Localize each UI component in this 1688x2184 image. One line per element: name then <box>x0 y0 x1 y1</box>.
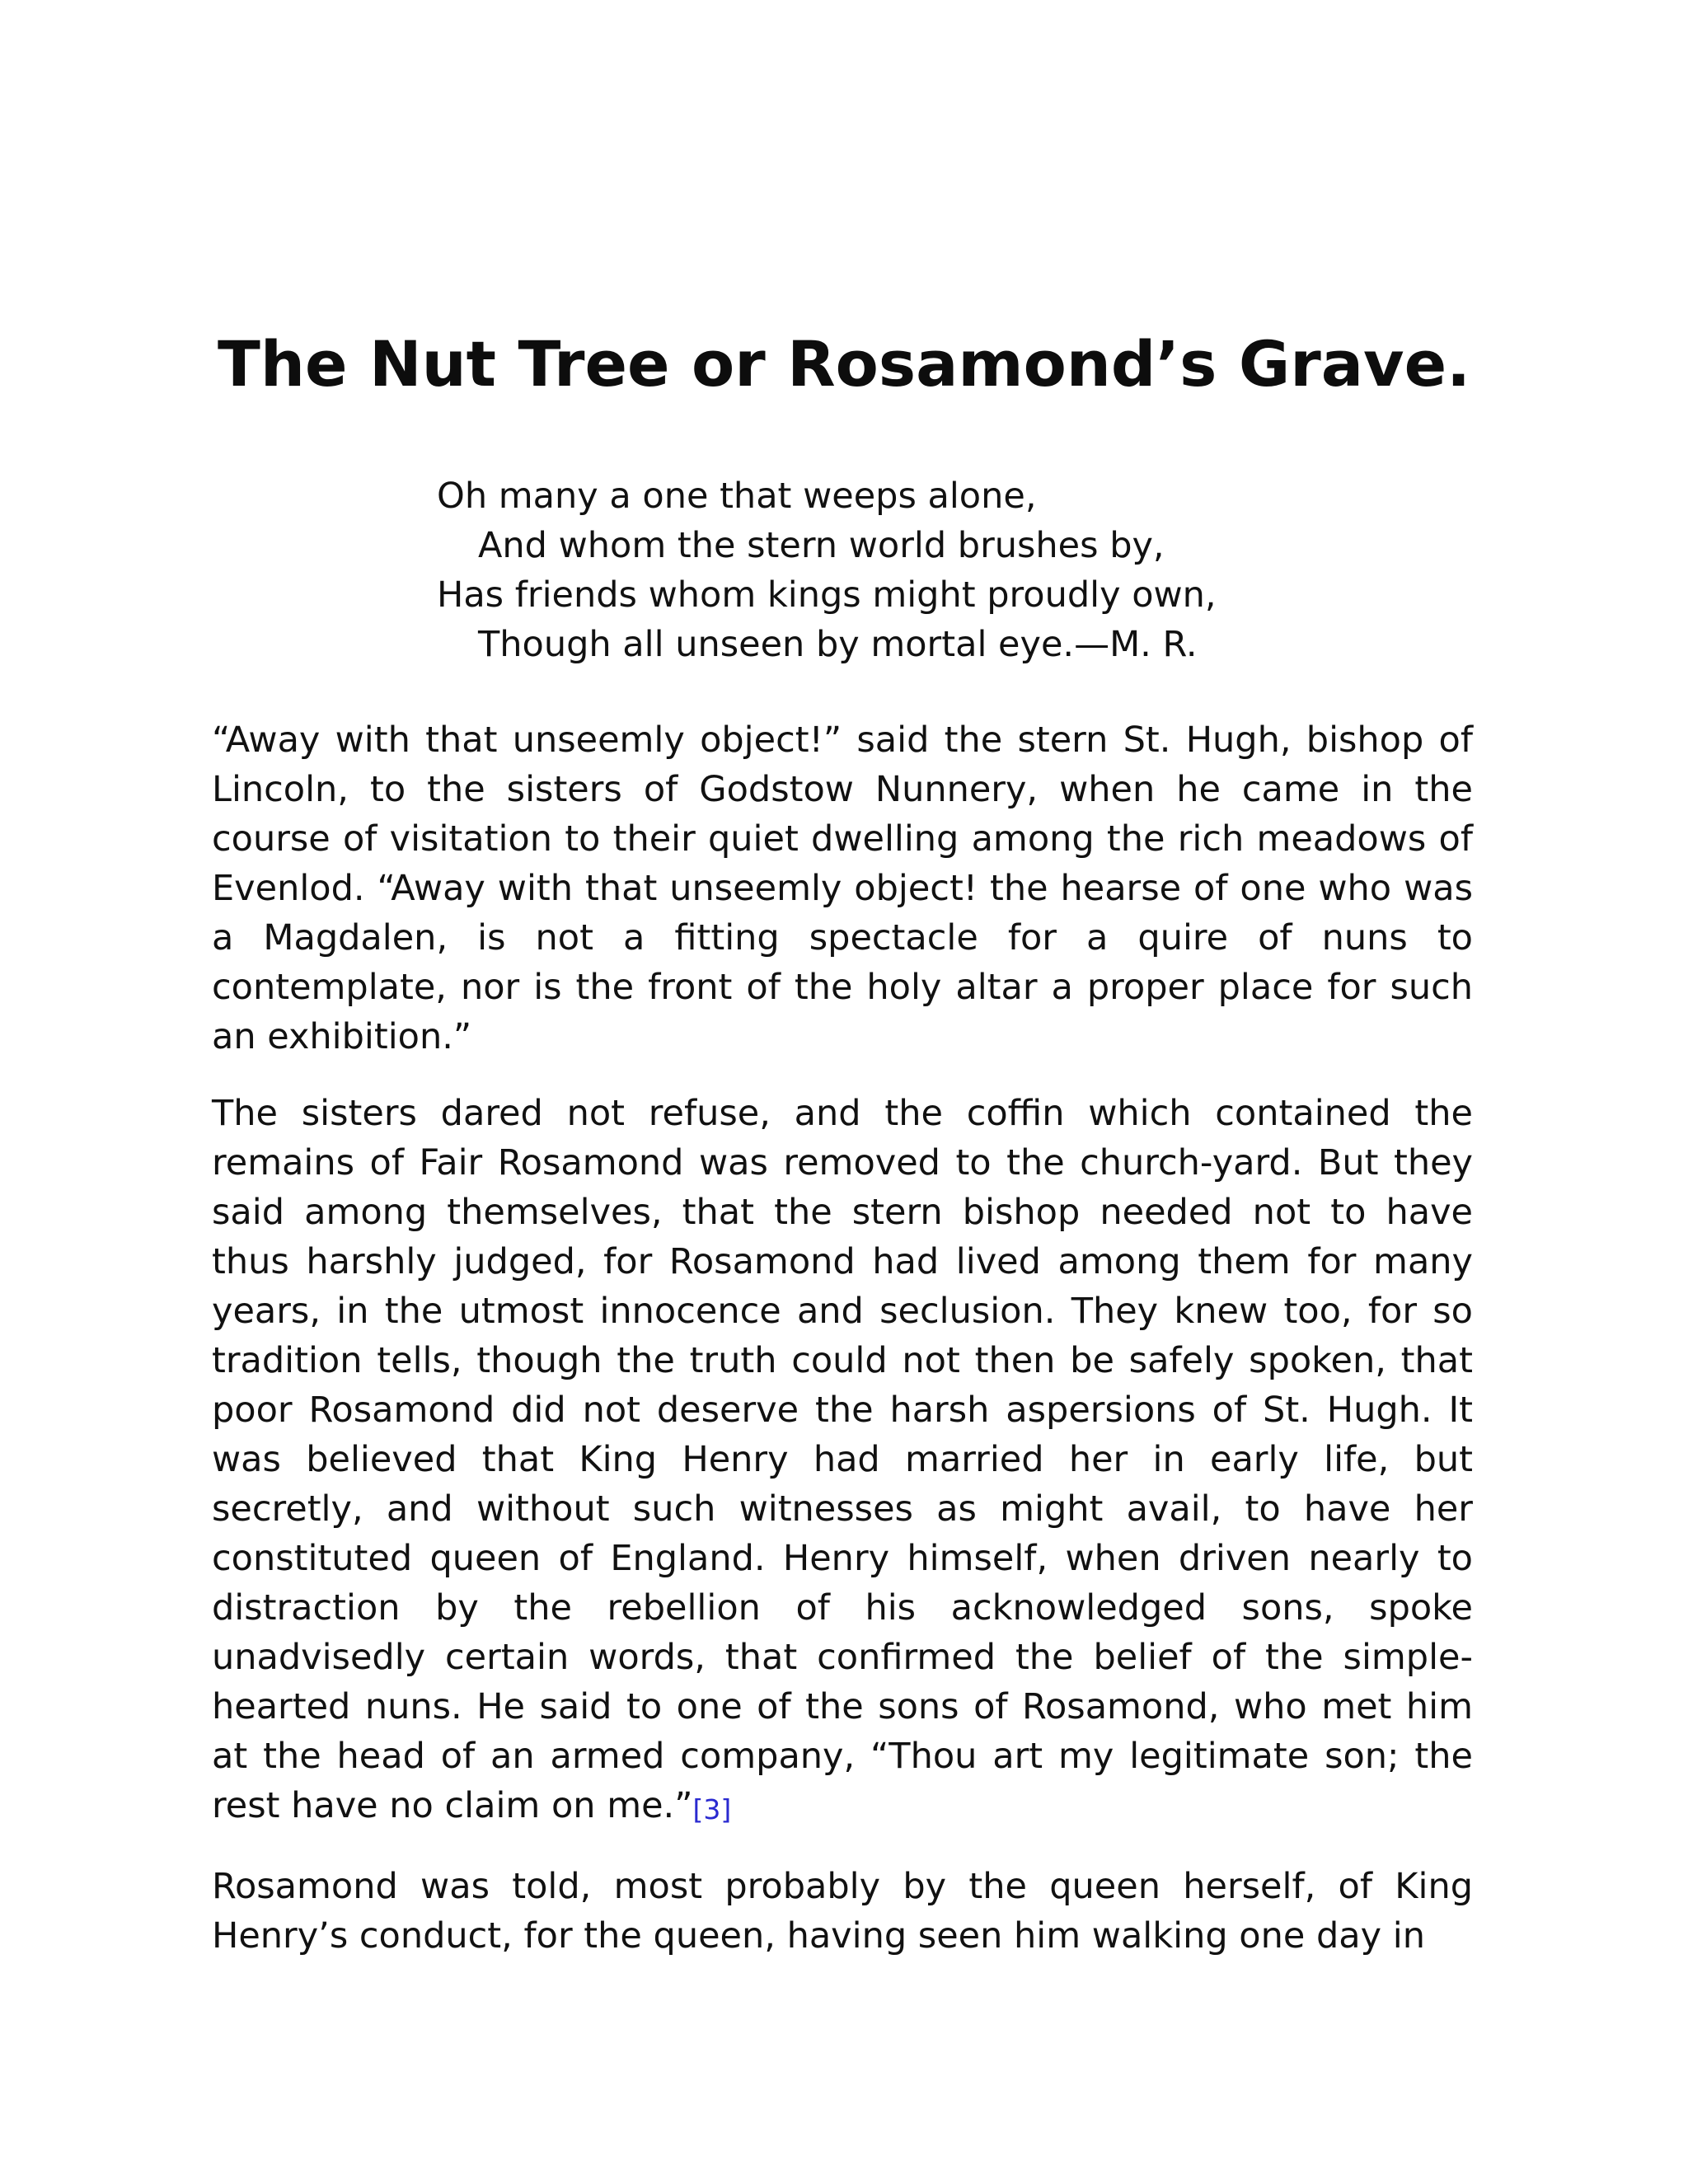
paragraph <box>212 715 1473 1062</box>
paragraph-text: “Away with that unseemly object!” said the stern St. Hugh, bishop of Lincoln, to the sisters of Godstow Nunnery, when he came in the course of visitation to their quiet dwelling among the rich meadows of Evenlod. “Away with that unseemly object! the hearse of one who was a Magdalen, is not a fitting spectacle for a quire of nuns to contemplate, nor is the front of the holy altar a proper place for such an exhibition.” <box>212 719 1473 1057</box>
paragraph-text: The sisters dared not refuse, and the coffin which contained the remains of Fair Rosamond was removed to the church-yard. But they said among themselves, that the stern bishop needed not to have thus harshly judged, for Rosamond had lived among them for many years, in the utmost innocence and seclusion. They knew too, for so tradition tells, though the truth could not then be safely spoken, that poor Rosamond did not deserve the harsh aspersions of St. Hugh. It was believed that King Henry had married her in early life, but secretly, and without such witnesses as might avail, to have her constituted queen of England. Henry himself, when driven nearly to distraction by the rebellion of his acknowledged sons, spoke unadvisedly certain words, that confirmed the belief of the simple-hearted nuns. He said to one of the sons of Rosamond, who met him at the head of an armed company, “Thou art my legitimate son; the rest have no claim on me.” <box>212 1093 1473 1826</box>
paragraph-text: Rosamond was told, most probably by the queen herself, of King Henry’s conduct, for the queen, having seen him walking one day in <box>212 1866 1473 1957</box>
footnote-link[interactable]: [3] <box>692 1793 732 1825</box>
poem-line: Oh many a one that weeps alone, <box>437 476 1037 517</box>
chapter-title: The Nut Tree or Rosamond’s Grave. <box>218 327 1470 401</box>
paragraph <box>212 1089 1473 1835</box>
body-text <box>212 715 1473 1988</box>
poem-line: Though all unseen by mortal eye.—M. R. <box>478 624 1198 665</box>
poem-line: Has friends whom kings might proudly own, <box>437 574 1217 616</box>
poem-line: And whom the stern world brushes by, <box>478 525 1165 566</box>
epigraph-poem <box>437 471 1508 669</box>
paragraph <box>212 1862 1473 1961</box>
